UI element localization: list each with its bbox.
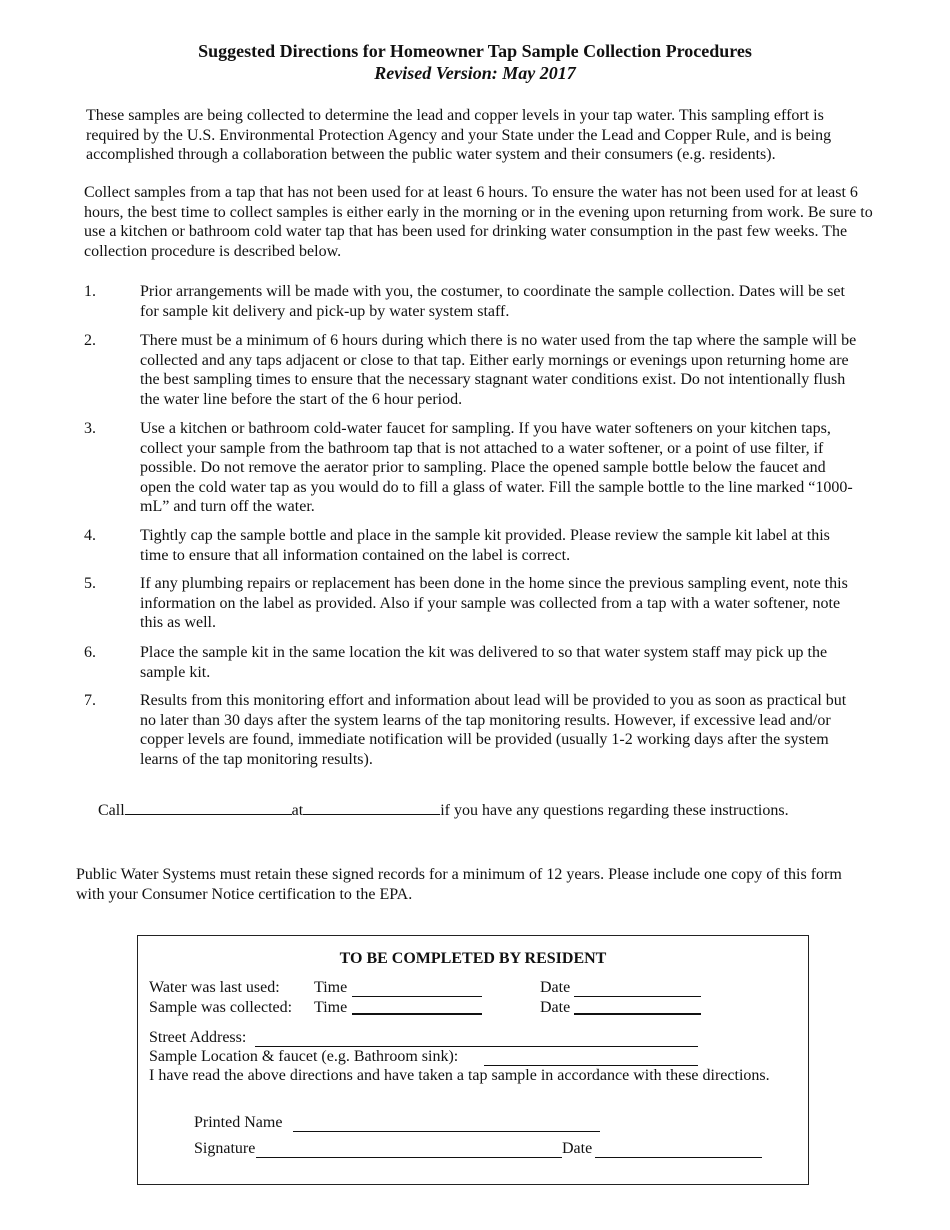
step-number: 4. xyxy=(84,527,96,544)
intro-paragraph-1: These samples are being collected to determine the lead and copper levels in your tap water. This sampling effort is required by the U.S. Environmental Protection Agency and your State under the Lead and Copper Rule, and is being accomplished through a collaboration between the public water system and their consumers (e.g. residents). xyxy=(86,107,832,163)
printed-name-field[interactable] xyxy=(293,1117,600,1132)
signature-date-label: Date xyxy=(562,1140,593,1157)
collected-time-label: Time xyxy=(314,999,348,1016)
step-number: 7. xyxy=(84,692,96,709)
call-suffix: if you have any questions regarding these instructions. xyxy=(440,802,789,819)
collected-time-field[interactable] xyxy=(352,999,482,1015)
retention-notice: Public Water Systems must retain these signed records for a minimum of 12 years. Please include one copy of this form with your Consumer Notice certification to the EPA. xyxy=(76,866,842,903)
sample-location-field[interactable] xyxy=(484,1051,698,1066)
collected-label: Sample was collected: xyxy=(149,999,293,1016)
step-text: There must be a minimum of 6 hours during which there is no water used from the tap where the sample will be collected and any taps adjacent or close to that tap. Either early mornings or evenings upon returning home are the best sampling times to ensure that the necessary stagnant water conditions exist. Do not intentionally flush the water line before the start of the 6 hour period. xyxy=(140,332,857,408)
contact-name-blank[interactable] xyxy=(125,800,292,815)
step-number: 3. xyxy=(84,420,96,437)
step-text: Use a kitchen or bathroom cold-water faucet for sampling. If you have water softeners on your kitchen taps, collect your sample from the bathroom tap that is not attached to a water softener, or a point of use filter, if possible. Do not remove the aerator prior to sampling. Place the opened sample bottle below the faucet and open the cold water tap as you would do to fill a glass of water. Fill the sample bottle to the line marked “1000-mL” and turn off the water. xyxy=(140,420,853,515)
signature-label: Signature xyxy=(194,1140,256,1157)
step-number: 6. xyxy=(84,644,96,661)
step-text: Tightly cap the sample bottle and place in the sample kit provided. Please review the sample kit label at this time to ensure that all information contained on the label is correct. xyxy=(140,527,830,564)
resident-form-box xyxy=(137,935,809,1185)
contact-line xyxy=(98,800,789,821)
collected-date-field[interactable] xyxy=(574,999,701,1015)
step-text: Place the sample kit in the same location the kit was delivered to so that water system staff may pick up the sample kit. xyxy=(140,644,828,681)
step-text: Prior arrangements will be made with you, the costumer, to coordinate the sample collection. Dates will be set for sample kit delivery and pick-up by water system staff. xyxy=(140,283,845,320)
at-label: at xyxy=(291,802,304,819)
sample-location-label: Sample Location & faucet (e.g. Bathroom sink): xyxy=(149,1048,459,1065)
step-text: Results from this monitoring effort and information about lead will be provided to you as soon as practical but no later than 30 days after the system learns of the tap monitoring results. However, if excessive lead and/or copper levels are found, immediate notification will be provided (usually 1-2 working days after the system learns of the tap monitoring results). xyxy=(140,692,847,768)
step-text: If any plumbing repairs or replacement has been done in the home since the previous sampling event, note this information on the label as provided. Also if your sample was collected from a tap with a water softener, note this as well. xyxy=(140,575,848,631)
last-used-time-field[interactable] xyxy=(352,982,482,997)
resident-form-title: TO BE COMPLETED BY RESIDENT xyxy=(339,950,607,967)
call-label: Call xyxy=(98,802,125,819)
step-number: 5. xyxy=(84,575,96,592)
street-address-label: Street Address: xyxy=(149,1029,247,1046)
contact-phone-blank[interactable] xyxy=(303,800,440,815)
page-subtitle: Revised Version: May 2017 xyxy=(374,63,576,83)
last-used-time-label: Time xyxy=(314,979,348,996)
signature-field[interactable] xyxy=(256,1143,562,1158)
collected-date-label: Date xyxy=(540,999,571,1016)
step-number: 2. xyxy=(84,332,96,349)
last-used-label: Water was last used: xyxy=(149,979,280,996)
page-title: Suggested Directions for Homeowner Tap Sample Collection Procedures xyxy=(198,41,752,61)
resident-statement: I have read the above directions and have taken a tap sample in accordance with these directions. xyxy=(149,1067,770,1084)
intro-paragraph-2: Collect samples from a tap that has not been used for at least 6 hours. To ensure the water has not been used for at least 6 hours, the best time to collect samples is either early in the morning or in the evening upon returning from work. Be sure to use a kitchen or bathroom cold water tap that has been used for drinking water consumption in the past few weeks. The collection procedure is described below. xyxy=(84,184,873,260)
printed-name-label: Printed Name xyxy=(194,1114,283,1131)
last-used-date-label: Date xyxy=(540,979,571,996)
street-address-field[interactable] xyxy=(255,1032,698,1047)
step-number: 1. xyxy=(84,283,96,300)
last-used-date-field[interactable] xyxy=(574,982,701,997)
signature-date-field[interactable] xyxy=(595,1143,762,1158)
